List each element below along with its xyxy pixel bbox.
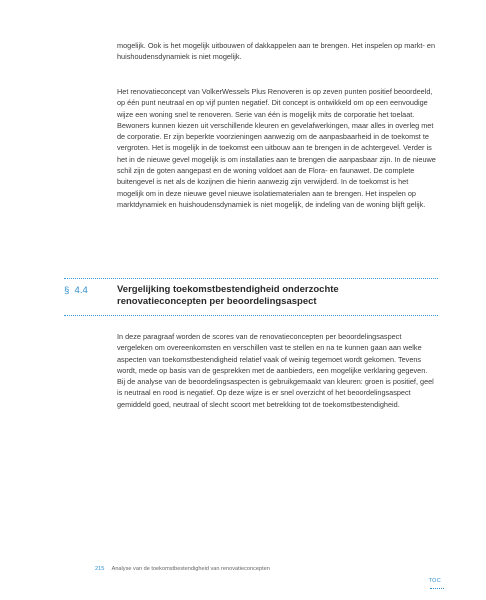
section-divider-bottom xyxy=(64,315,438,316)
page-footer xyxy=(95,566,270,572)
body-paragraph-1: mogelijk. Ook is het mogelijk uitbouwen of dakkappelen aan te brengen. Het inspelen op markt- en huishoudensdynamiek is niet mogelijk. xyxy=(117,41,436,62)
body-paragraph-3: In deze paragraaf worden de scores van de renovatieconcepten per beoordelingsaspect vergeleken om overeenkomsten en verschillen vast te stellen en na te kunnen gaan aan welke aspecten van toekomstbestendigheid relatief vaak of weinig tegemoet wordt gekomen. Tevens wordt, mede op basis van de gesprekken met de aanbieders, een mogelijke verklaring gegeven. Bij de analyse van de beoordelingsaspecten is gebruikgemaakt van kleuren: groen is positief, geel is neutraal en rood is negatief. Op deze wijze is er snel overzicht of het beoordelingsaspect gemiddeld goed, neutraal of slecht scoort met betrekking tot de toekomstbestendigheid. xyxy=(117,332,434,409)
running-title: Analyse van de toekomstbestendigheid van renovatieconcepten xyxy=(111,566,270,572)
body-paragraph-2: Het renovatieconcept van VolkerWessels Plus Renoveren is op zeven punten positief beoordeeld, op één punt neutraal en op vijf punten negatief. Dit concept is ontwikkeld om op een eenvoudige wijze een woning snel te renoveren. Serie van één is mogelijk mits de corporatie het toelaat. Bewoners kunnen kiezen uit verschillende kleuren en gevelafwerkingen, maar alles in overleg met de corporatie. Er zijn beperkte voorzieningen aanwezig om de aanpasbaarheid in de toekomst te vergroten. Het is mogelijk in de toekomst een uitbouw aan te brengen in de achtergevel. Verder is het in de nieuwe gevel mogelijk is om installaties aan te brengen die aanpasbaar zijn. In de nieuwe schil zijn de goten aangepast en de woning voldoet aan de Flora- en faunawet. De complete buitengevel is net als de kozijnen die hierin aanwezig zijn verwijderd. In de toekomst is het mogelijk om in deze nieuwe gevel nieuwe isolatiematerialen aan te brengen. Het inspelen op marktdynamiek en huishoudensdynamiek is niet mogelijk, de indeling van de woning blijft gelijk. xyxy=(117,87,436,209)
toc-link[interactable]: TOC xyxy=(428,578,441,584)
section-divider-top xyxy=(64,278,438,279)
section-title: Vergelijking toekomstbestendigheid onderzochte renovatieconcepten per beoordelingsaspect xyxy=(117,284,339,307)
toc-underline xyxy=(430,588,444,589)
section-number: § 4.4 xyxy=(64,285,88,296)
page-number: 215 xyxy=(95,566,105,572)
